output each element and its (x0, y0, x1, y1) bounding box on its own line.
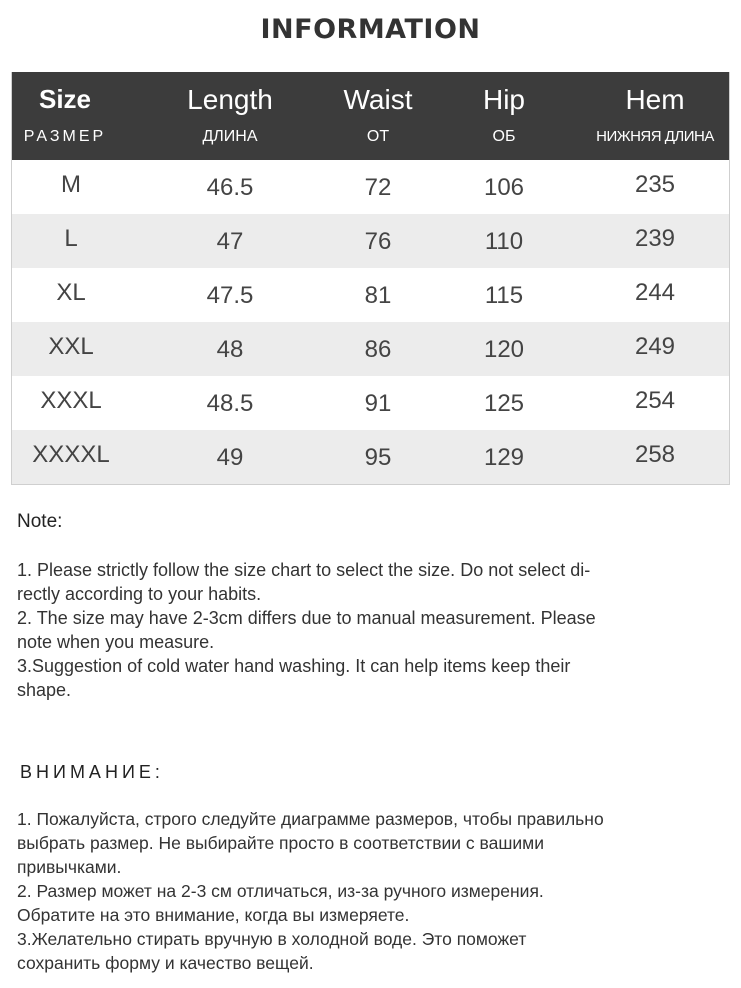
table-row (12, 430, 729, 484)
cell-hem: 244 (634, 279, 676, 306)
cell-length: 47 (216, 228, 244, 255)
note-ru-line: 3.Желательно стирать вручную в холодной воде. Это поможет (17, 929, 527, 949)
cell-hem: 254 (634, 387, 676, 414)
header-label-ru: НИЖНЯЯ ДЛИНА (596, 128, 714, 145)
note-line: 1. Please strictly follow the size chart to select the size. Do not select di- (17, 560, 591, 580)
table-header (12, 72, 729, 160)
note-ru-line: Обратите на это внимание, когда вы измеряете. (17, 905, 410, 925)
note-heading: Note: (17, 511, 63, 532)
cell-waist: 91 (364, 390, 392, 417)
cell-size: XXXXL (32, 441, 110, 468)
table-row (12, 214, 729, 268)
cell-waist: 95 (364, 444, 392, 471)
cell-waist: 81 (364, 282, 392, 309)
cell-hip: 125 (483, 390, 525, 417)
header-label-ru: ДЛИНА (202, 128, 258, 145)
table-row (12, 322, 729, 376)
header-label-en: Hip (482, 84, 525, 115)
cell-hem: 235 (634, 171, 676, 198)
table-row (12, 268, 729, 322)
note-ru-line: 1. Пожалуйста, строго следуйте диаграмме размеров, чтобы правильно (17, 809, 604, 829)
note-text (17, 558, 722, 702)
note-line: shape. (17, 680, 72, 700)
cell-hip: 115 (484, 282, 524, 309)
table-row (12, 160, 729, 214)
cell-length: 49 (216, 444, 244, 471)
header-label-ru: ОТ (366, 128, 390, 145)
header-label-en: Hem (625, 84, 685, 115)
cell-size: XL (56, 279, 86, 306)
note-ru-text (17, 807, 722, 975)
cell-size: L (64, 225, 78, 252)
cell-length: 47.5 (206, 282, 254, 309)
note-ru-heading: ВНИМАНИЕ: (20, 762, 164, 782)
note-line: rectly according to your habits. (17, 584, 262, 604)
cell-hip: 129 (483, 444, 525, 471)
note-line: note when you measure. (17, 632, 215, 652)
header-label-en: Size (38, 84, 92, 114)
table-row (12, 376, 729, 430)
cell-hip: 120 (483, 336, 525, 363)
header-label-en: Length (187, 84, 273, 115)
cell-size: XXL (48, 333, 94, 360)
note-line: 2. The size may have 2-3cm differs due to manual measurement. Please (17, 608, 596, 628)
cell-length: 48 (216, 336, 244, 363)
cell-hem: 239 (634, 225, 676, 252)
size-chart-table (11, 72, 730, 485)
cell-hem: 249 (634, 333, 676, 360)
header-label-en: Waist (343, 84, 413, 115)
cell-hip: 110 (484, 228, 524, 255)
note-ru-line: привычками. (17, 857, 122, 877)
cell-size: XXXL (40, 387, 102, 414)
header-label-ru: РАЗМЕР (23, 128, 107, 145)
cell-size: M (61, 171, 81, 198)
cell-length: 48.5 (206, 390, 254, 417)
note-ru-line: сохранить форму и качество вещей. (17, 953, 314, 973)
cell-waist: 86 (364, 336, 392, 363)
cell-length: 46.5 (206, 174, 254, 201)
cell-hip: 106 (483, 174, 525, 201)
cell-waist: 76 (364, 228, 392, 255)
page-title: INFORMATION (260, 14, 481, 45)
note-line: 3.Suggestion of cold water hand washing. It can help items keep their (17, 656, 571, 676)
header-label-ru: ОБ (492, 128, 516, 145)
note-ru-line: 2. Размер может на 2-3 см отличаться, из-за ручного измерения. (17, 881, 544, 901)
cell-waist: 72 (364, 174, 392, 201)
note-ru-line: выбрать размер. Не выбирайте просто в соответствии с вашими (17, 833, 544, 853)
cell-hem: 258 (634, 441, 676, 468)
